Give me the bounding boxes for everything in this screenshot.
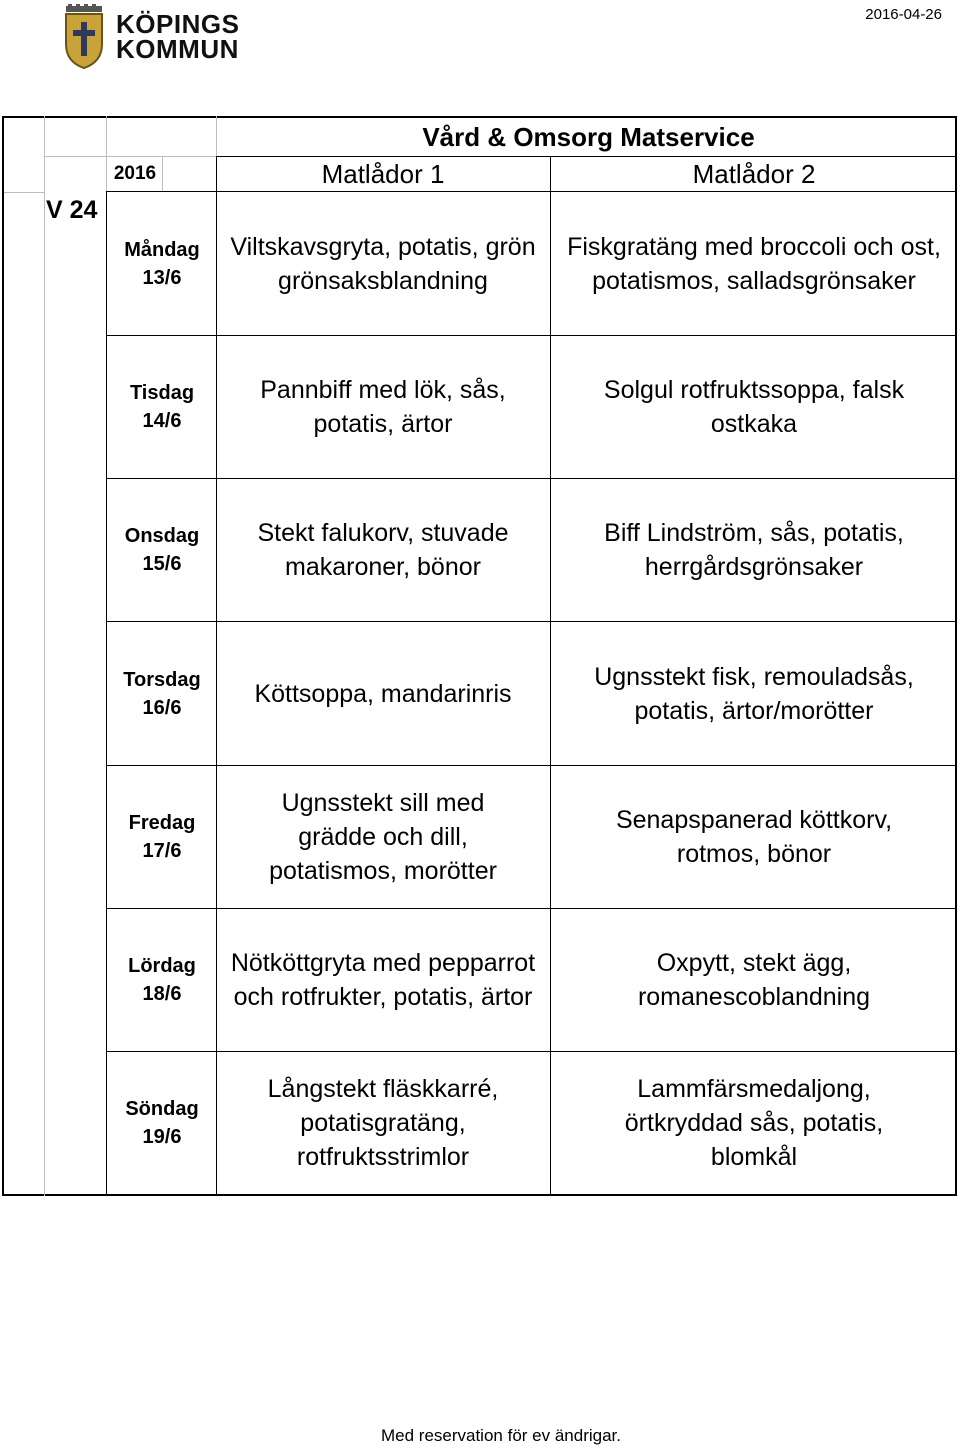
dish-2 [551, 479, 957, 621]
dish-1 [216, 766, 550, 908]
menu-row-tuesday [2, 336, 957, 478]
column-header-2: Matlådor 2 [692, 159, 816, 189]
day-cell [108, 479, 216, 621]
dish-2-text: Biff Lindström, sås, potatis, herrgårdsgrönsaker [604, 519, 904, 581]
day-cell [108, 622, 216, 765]
logo-line2: KOMMUN [116, 34, 239, 64]
menu-row-wednesday [2, 479, 957, 621]
day-date: 15/6 [142, 553, 182, 575]
day-date: 18/6 [142, 983, 182, 1005]
dish-2-text: Ugnsstekt fisk, remouladsås, potatis, ärtor/morötter [594, 662, 914, 725]
dish-1-text: Viltskavsgryta, potatis, grön grönsaksblandning [230, 232, 536, 295]
dish-1 [216, 192, 550, 335]
day-cell [108, 766, 216, 908]
menu-row-sunday [2, 1052, 957, 1194]
day-name: Lördag [128, 955, 196, 977]
day-name: Söndag [125, 1098, 199, 1120]
logo-line1: KÖPINGS [116, 9, 240, 39]
dish-1-text: Långstekt fläskkarré, potatisgratäng, rotfruktsstrimlor [267, 1075, 499, 1171]
day-name: Fredag [128, 812, 196, 834]
day-name: Onsdag [124, 525, 200, 547]
dish-1-text: Pannbiff med lök, sås, potatis, ärtor [260, 376, 506, 438]
dish-2-text: Lammfärsmedaljong, örtkryddad sås, potatis, blomkål [624, 1075, 884, 1171]
dish-1-text: Köttsoppa, mandarinris [254, 679, 512, 708]
week-number: V 24 [46, 196, 98, 224]
dish-1 [216, 622, 550, 765]
dish-2 [551, 192, 957, 335]
dish-1 [216, 336, 550, 478]
kommun-logo [62, 4, 262, 70]
day-cell [108, 1052, 216, 1194]
dish-2 [551, 766, 957, 908]
dish-2-text: Senapspanerad köttkorv, rotmos, bönor [615, 806, 893, 868]
menu-table [2, 116, 957, 1196]
menu-row-friday [2, 766, 957, 908]
day-date: 16/6 [142, 696, 182, 719]
coat-of-arms-icon [62, 4, 112, 70]
dish-2-text: Fiskgratäng med broccoli och ost, potatismos, salladsgrönsaker [567, 232, 941, 295]
menu-title: Vård & Omsorg Matservice [422, 122, 755, 152]
day-cell [108, 336, 216, 478]
day-name: Torsdag [123, 668, 201, 691]
dish-2 [551, 336, 957, 478]
dish-2 [551, 909, 957, 1051]
day-date: 17/6 [142, 840, 182, 862]
dish-2-text: Solgul rotfruktssoppa, falsk ostkaka [603, 376, 905, 438]
dish-1-text: Stekt falukorv, stuvade makaroner, bönor [257, 519, 509, 581]
menu-row-saturday [2, 909, 957, 1051]
day-date: 19/6 [142, 1126, 182, 1148]
menu-row-monday [2, 192, 957, 335]
dish-2 [551, 1052, 957, 1194]
day-cell [108, 909, 216, 1051]
dish-1 [216, 479, 550, 621]
dish-1-text: Ugnsstekt sill med grädde och dill, potatismos, morötter [269, 789, 497, 885]
day-date: 14/6 [142, 410, 182, 432]
dish-2-text: Oxpytt, stekt ägg, romanescoblandning [637, 949, 871, 1011]
column-header-1: Matlådor 1 [321, 159, 445, 189]
day-cell [108, 192, 216, 335]
dish-1 [216, 909, 550, 1051]
kommun-name [116, 9, 240, 64]
dish-1-text: Nötköttgryta med pepparrot och rotfrukter, potatis, ärtor [230, 949, 536, 1011]
reservation-note: Med reservation för ev ändrigar. [380, 1426, 621, 1445]
day-name: Måndag [124, 238, 200, 261]
dish-1 [216, 1052, 550, 1194]
day-date: 13/6 [142, 266, 182, 289]
menu-row-thursday [2, 622, 957, 765]
day-name: Tisdag [129, 382, 195, 404]
dish-2 [551, 622, 957, 765]
print-date: 2016-04-26 [865, 6, 942, 23]
menu-year: 2016 [113, 163, 157, 184]
